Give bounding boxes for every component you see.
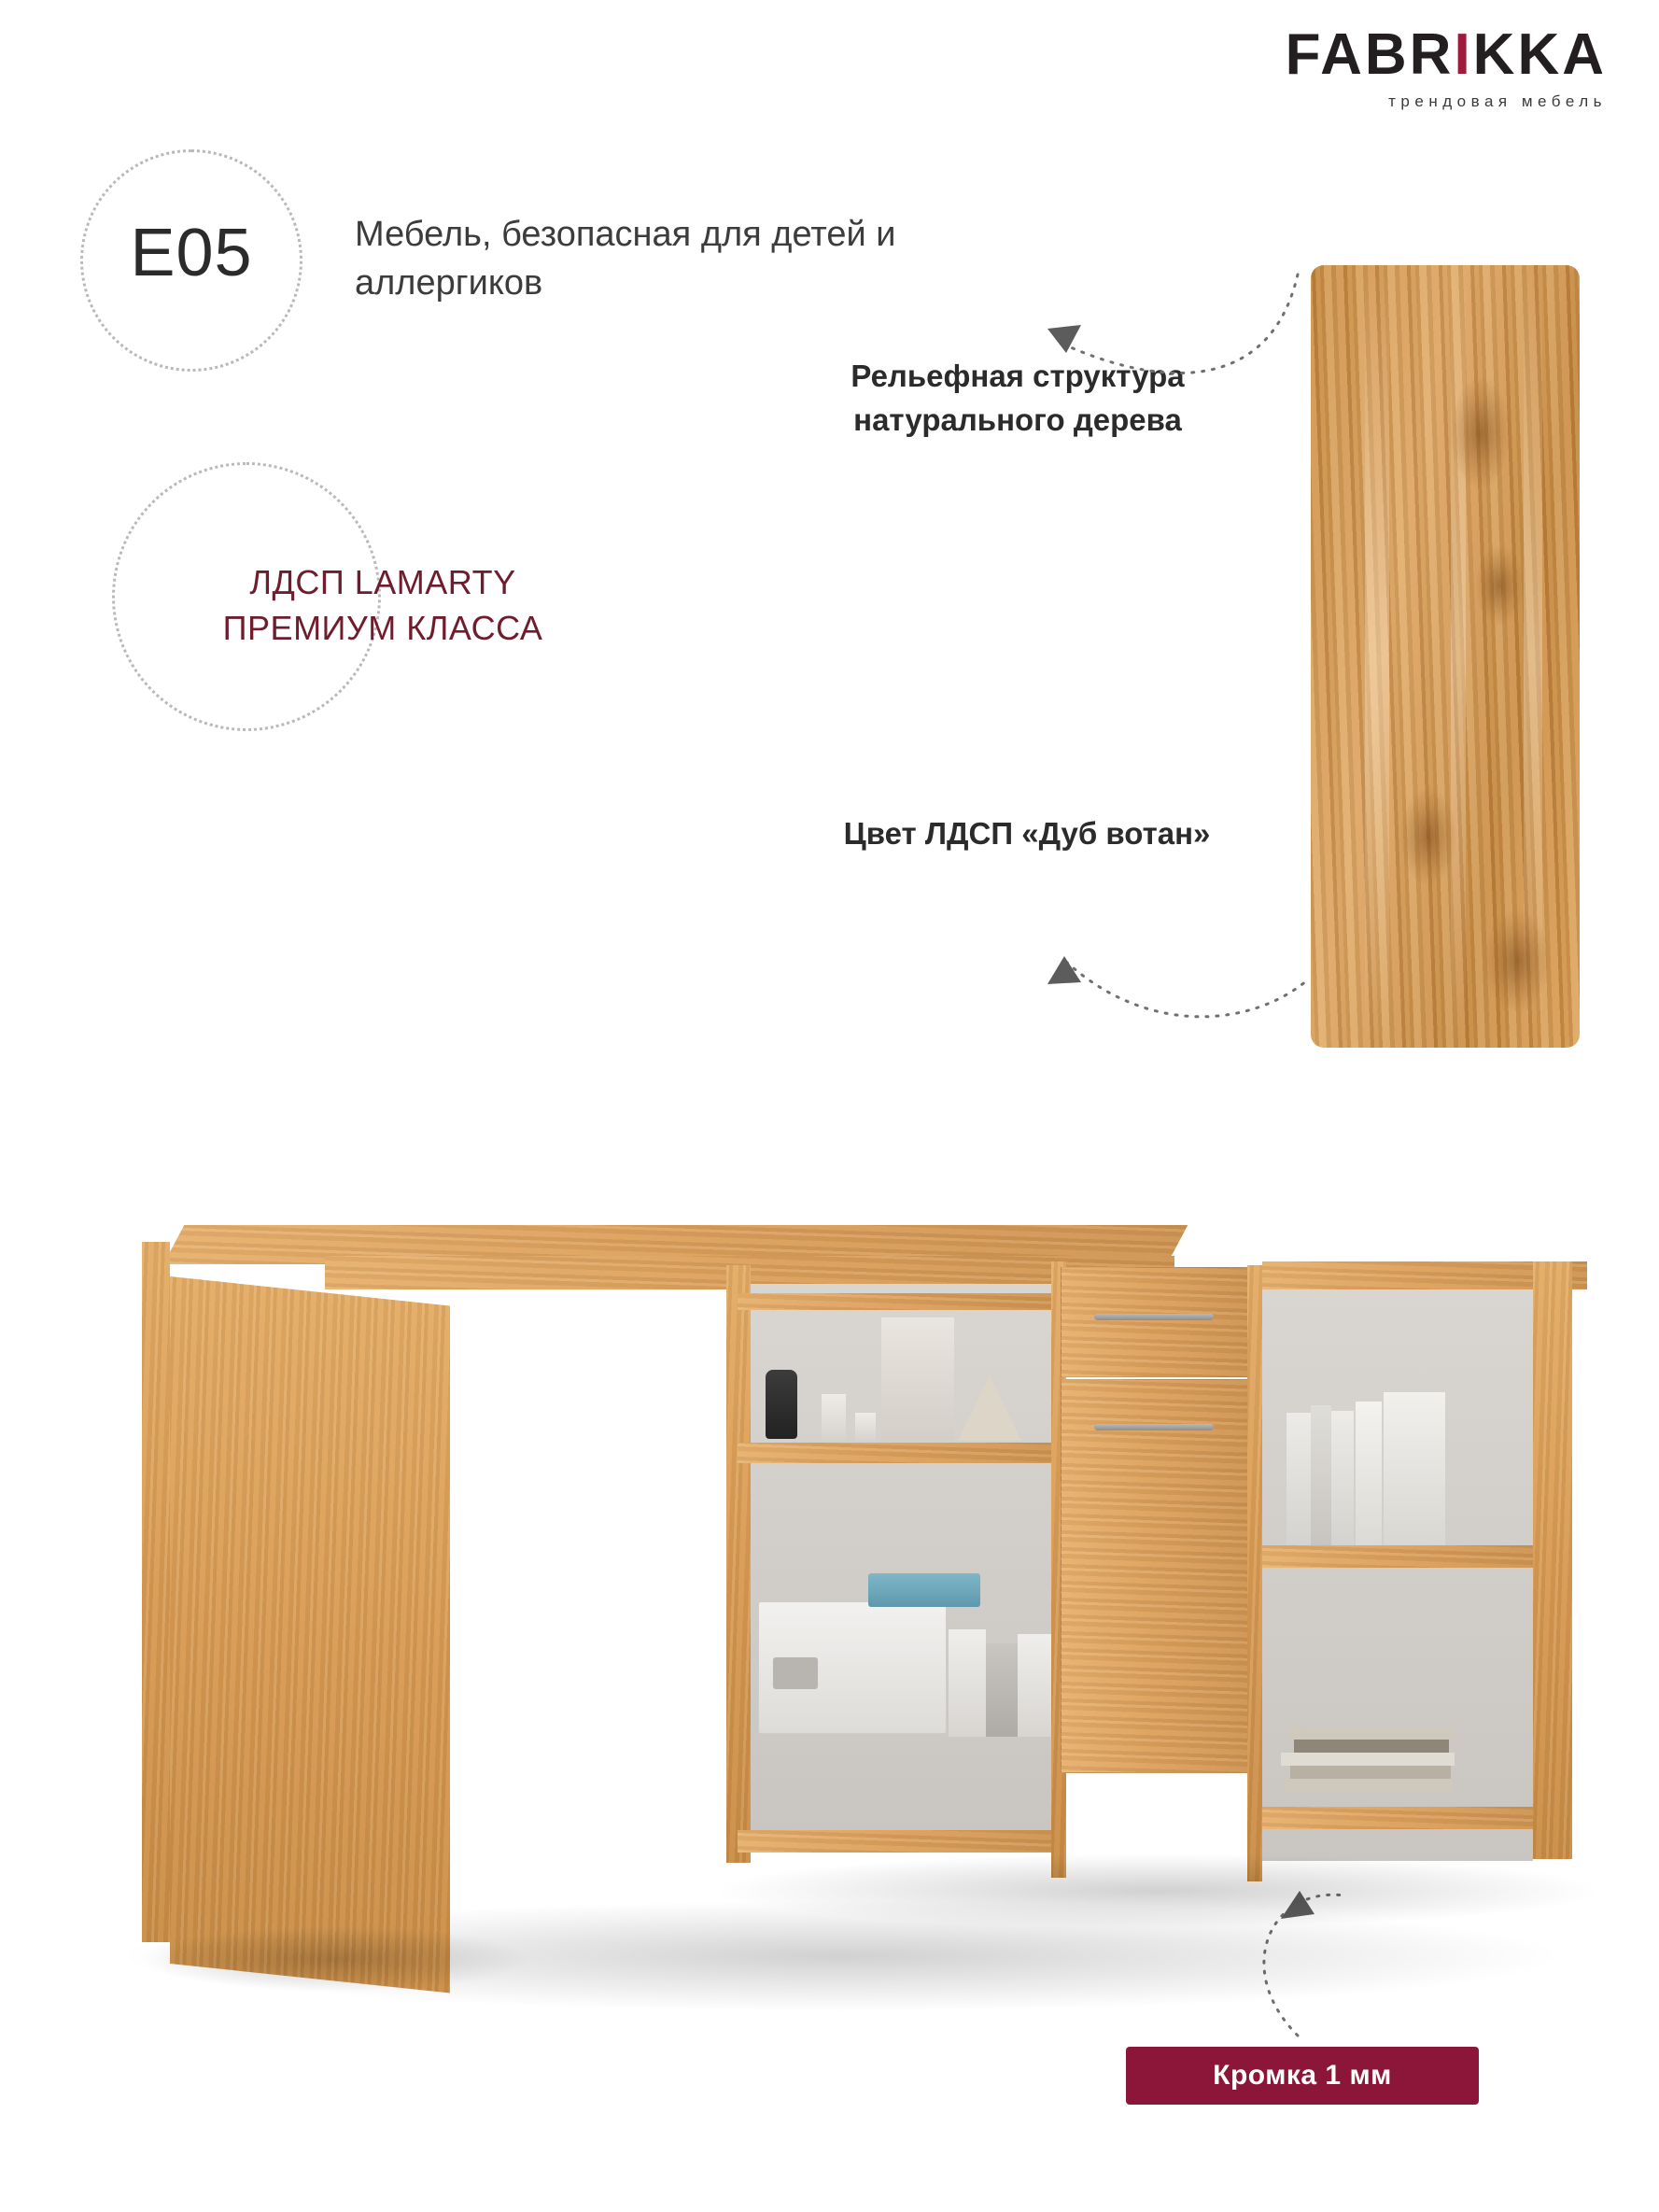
arrow-color-head xyxy=(1047,956,1081,984)
book-stacked xyxy=(1285,1779,1453,1792)
cabinet-shadow xyxy=(710,1853,1606,1928)
magazine-file-1 xyxy=(949,1629,986,1737)
right-shelf-bottom xyxy=(1262,1807,1533,1829)
blue-folder xyxy=(868,1573,980,1607)
edge-thickness-badge: Кромка 1 мм xyxy=(1126,2047,1479,2105)
wood-knot xyxy=(1451,377,1511,489)
board-class-line2: ПРЕМИУМ КЛАССА xyxy=(222,608,543,647)
desk-left-panel-edge xyxy=(142,1242,170,1942)
center-cabinet-bottom xyxy=(738,1830,1055,1853)
wood-color-swatch xyxy=(1311,265,1580,1048)
book-stacked xyxy=(1288,1726,1453,1740)
board-class-label xyxy=(121,560,644,651)
book-upright xyxy=(1311,1405,1331,1545)
book-upright xyxy=(1286,1413,1311,1545)
cabinet-door[interactable] xyxy=(1061,1379,1249,1773)
brand-name-part2: KKA xyxy=(1472,22,1607,87)
door-handle[interactable] xyxy=(1094,1424,1214,1430)
product-image xyxy=(0,1134,1659,2022)
drawer-handle[interactable] xyxy=(1094,1314,1214,1320)
book-stacked xyxy=(1281,1753,1455,1766)
decor-candle-short xyxy=(855,1413,876,1441)
center-cabinet-left-side xyxy=(726,1265,751,1863)
magazine-holder xyxy=(1384,1392,1445,1545)
brand-name-accent: I xyxy=(1454,22,1473,87)
decor-candle-tall xyxy=(822,1394,846,1441)
brand-name xyxy=(1285,22,1607,87)
wood-knot xyxy=(1484,909,1550,1012)
book-stacked xyxy=(1294,1740,1449,1753)
center-cabinet-shelf xyxy=(738,1443,1055,1463)
left-panel-shadow xyxy=(140,1926,532,1992)
arrow-color-path xyxy=(1066,962,1307,1017)
brand-name-part1: FABR xyxy=(1285,22,1455,87)
wood-knot xyxy=(1475,545,1524,626)
arrow-relief-head xyxy=(1047,325,1081,353)
emission-code-label: E05 xyxy=(130,216,253,290)
decor-pyramid xyxy=(958,1375,1021,1441)
book-upright xyxy=(1331,1411,1354,1545)
wood-grain-streak xyxy=(1365,265,1389,1048)
cabinet-drawer[interactable] xyxy=(1061,1267,1249,1377)
desk-left-panel xyxy=(170,1276,450,1994)
center-cabinet-top-inner xyxy=(738,1293,1055,1310)
book-upright xyxy=(1356,1402,1382,1545)
board-class-line1: ЛДСП LAMARTY xyxy=(249,563,516,601)
callout-relief-text: Рельефная структура натурального дерева xyxy=(851,359,1185,437)
right-side-panel xyxy=(1533,1261,1572,1859)
magazine-file-2 xyxy=(986,1643,1018,1737)
wood-knot xyxy=(1400,788,1456,885)
cabinet-divider-right xyxy=(1247,1265,1262,1881)
callout-color-text: Цвет ЛДСП «Дуб вотан» xyxy=(843,816,1211,851)
book-stacked xyxy=(1290,1766,1451,1779)
brand-logo xyxy=(1285,22,1607,110)
brand-tagline: трендовая мебель xyxy=(1388,92,1607,110)
emission-description: Мебель, безопасная для детей и аллергиков xyxy=(355,215,896,303)
storage-box-label xyxy=(773,1657,818,1689)
decor-vase-dark xyxy=(766,1370,797,1439)
right-shelf-middle xyxy=(1262,1545,1533,1568)
wood-grain-streak xyxy=(1451,265,1466,1048)
decor-board xyxy=(881,1317,954,1441)
magazine-file-3 xyxy=(1018,1634,1051,1737)
